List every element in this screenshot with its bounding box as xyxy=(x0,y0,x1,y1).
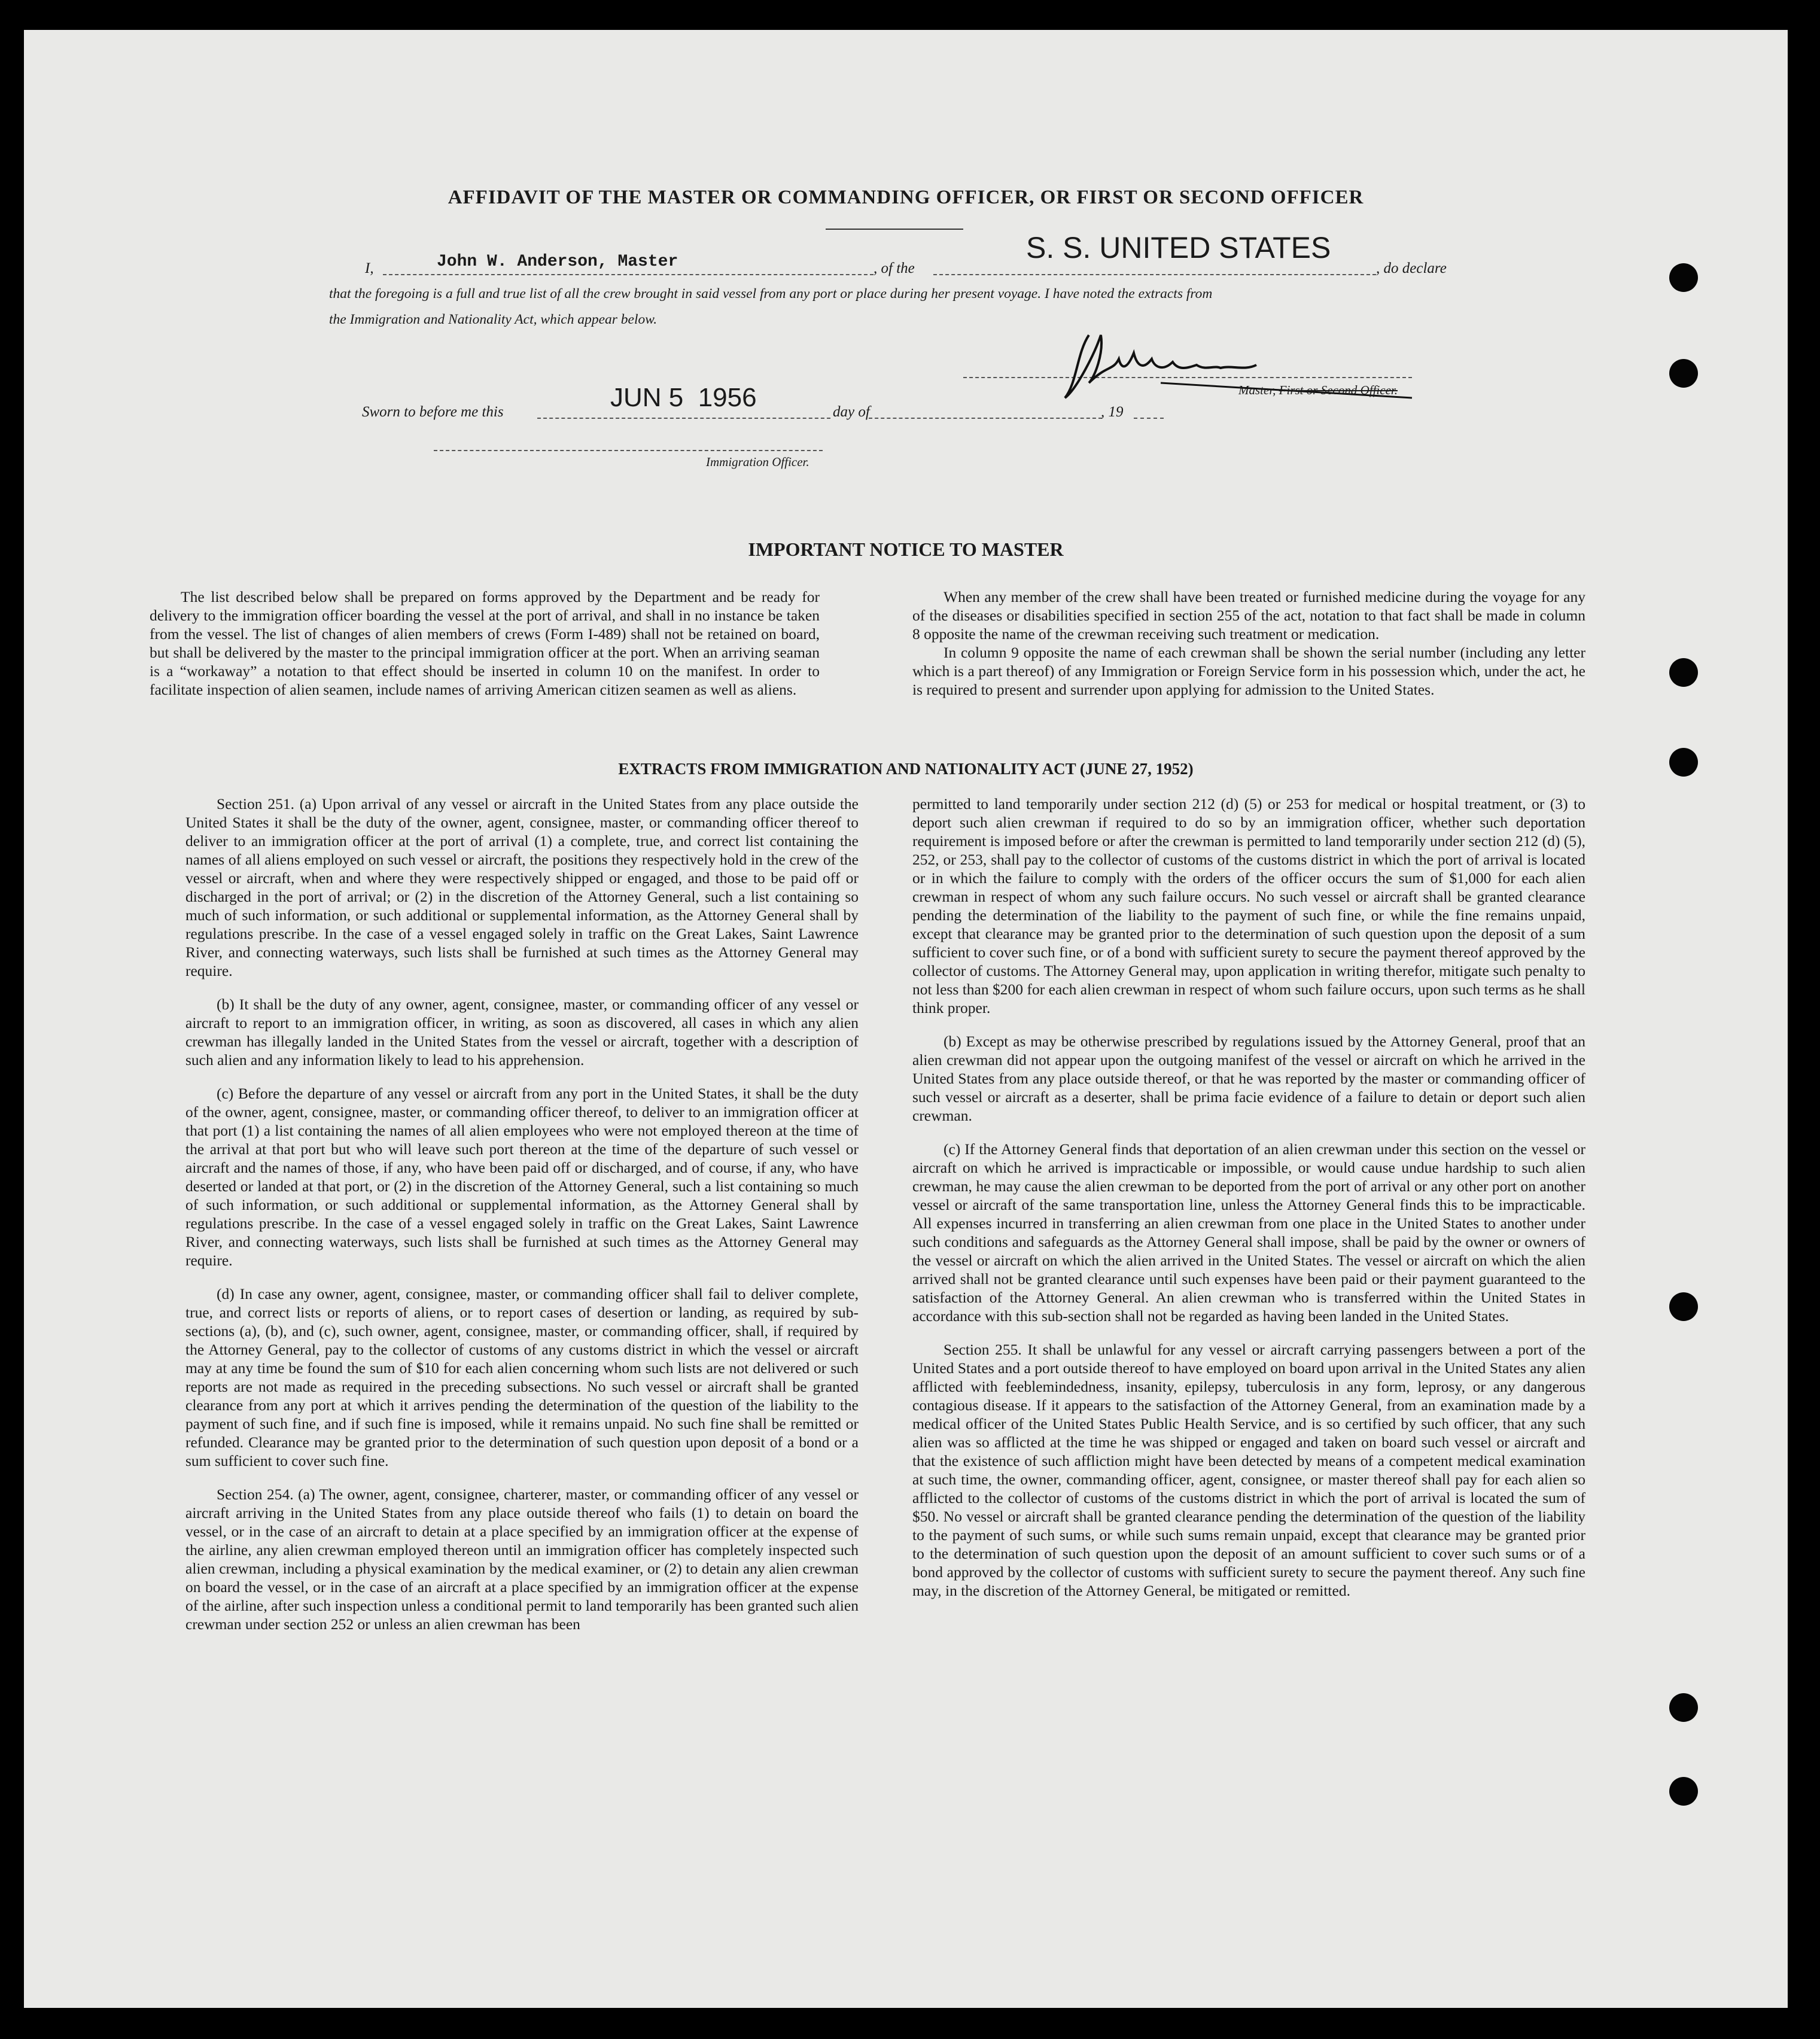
document-page xyxy=(24,30,1788,2008)
binder-hole xyxy=(1669,359,1698,388)
i-label: I, xyxy=(365,260,374,276)
title-rule xyxy=(826,229,963,230)
year-line xyxy=(1134,418,1164,419)
binder-hole xyxy=(1669,1693,1698,1722)
section-254-c: (c) If the Attorney General finds that deportation of an alien crewman under this section on the vessel or aircraft on which he arrived is impracticable or impossible, or would cause undue hardship to such alien crewman, he may cause the alien crewman to be deported from the port of arrival or any other port on another vessel or aircraft of the same transportation line, unless the Attorney General finds this to be impracticable. All expenses incurred in transferring an alien crewman from one place in the United States to another under such conditions and safeguards as the Attorney General shall impose, shall be paid by the owner or owners of the vessel or aircraft on which the alien arrived in the United States. The vessel or aircraft on which the alien arrived shall not be granted clearance until such expenses have been paid or their payment guaranteed to the satisfaction of the Attorney General. An alien crewman who is transferred within the United States in accordance with this sub-section shall not be regarded as having been landed in the United States. xyxy=(912,1140,1585,1325)
section-251-a: Section 251. (a) Upon arrival of any vessel or aircraft in the United States from any place outside the United States it shall be the duty of the owner, agent, consignee, master, or commanding officer thereof to deliver to an immigration officer at the port of arrival (1) a complete, true, and correct list containing the names of all aliens employed on such vessel or aircraft, the positions they respectively hold in the crew of the vessel or aircraft, when and where they were respectively shipped or engaged, and those to be paid off or discharged in the port of arrival; or (2) in the discretion of the Attorney General, such a list containing so much of such information, or such additional or supplemental information, as the Attorney General shall by regulations prescribe. In the case of a vessel engaged solely in traffic on the Great Lakes, Saint Lawrence River, and connecting waterways, such lists shall be furnished at such times as the Attorney General may require. xyxy=(185,795,859,979)
caption-master: Master, xyxy=(1238,383,1276,397)
sworn-label: Sworn to before me this xyxy=(362,404,504,420)
signature-caption xyxy=(1238,383,1398,398)
binder-hole xyxy=(1669,1292,1698,1321)
vessel-line xyxy=(933,274,1376,275)
notice-left-column xyxy=(150,588,820,714)
section-251-c: (c) Before the departure of any vessel or aircraft from any port in the United States, it shall be the duty of the owner, agent, consignee, master, or commanding officer thereof, to deliver to an immigration officer at that port (1) a list containing the names of all alien employees who were not employed thereon at the time of the arrival at that port but who will leave such port thereon at the time of the departure of such vessel or aircraft and the names of those, if any, who have been paid off or discharged, and of course, if any, who have deserted or landed at that port, or (2) in the discretion of the Attorney General, such a list containing so much of such information, or such additional or supplemental information, as the Attorney General shall by regulations prescribe. In the case of a vessel engaged solely in traffic on the Great Lakes, Saint Lawrence River, and connecting waterways, such lists shall be furnished at such times as the Attorney General may require. xyxy=(185,1085,859,1269)
name-line xyxy=(383,274,874,275)
year-label: , 19 xyxy=(1101,404,1124,420)
month-line xyxy=(869,418,1102,419)
binder-hole xyxy=(1669,658,1698,687)
affidavit-body-line1: that the foregoing is a full and true list of all the crew brought in said vessel from any port or place during her present voyage. I have noted the extracts from xyxy=(329,286,1213,302)
officer-line xyxy=(434,450,823,451)
section-254-a: Section 254. (a) The owner, agent, consignee, charterer, master, or commanding officer of any vessel or aircraft arriving in the United States from any place outside thereof who fails (1) to detain on board the vessel, or in the case of an aircraft to detain at a place specified by an immigration officer at the expense of the airline, any alien crewman employed thereon until an immigration officer has completely inspected such alien crewman, including a physical examination by the medical examiner, or (2) to detain any alien crewman on board the vessel, or in the case of an aircraft at a place specified by an immigration officer at the expense of the airline, after such inspection unless a conditional permit to land temporarily has been granted such alien crewman under section 252 or unless an alien crewman has been xyxy=(185,1486,859,1633)
declare-label: , do declare xyxy=(1376,260,1447,276)
master-name: John W. Anderson, Master xyxy=(437,252,678,271)
stamp-date: JUN 5 1956 xyxy=(610,383,757,412)
affidavit-title: AFFIDAVIT OF THE MASTER OR COMMANDING OFFICER, OR FIRST OR SECOND OFFICER xyxy=(448,187,1364,208)
section-254-b: (b) Except as may be otherwise prescribed by regulations issued by the Attorney General, proof that an alien crewman did not appear upon the outgoing manifest of the vessel or aircraft on which he arrived in the United States from any place outside thereof, or that he was reported by the master or commanding officer of such vessel or aircraft as a deserter, shall be prima facie evidence of a failure to detain or deport such alien crewman. xyxy=(912,1033,1585,1124)
notice-title: IMPORTANT NOTICE TO MASTER xyxy=(748,538,1064,560)
notice-right-paragraph-2: In column 9 opposite the name of each crewman shall be shown the serial number (including any letter which is a part thereof) of any Immigration or Foreign Service form in his possession which, under the act, he is required to present and surrender upon applying for admission to the United States. xyxy=(912,644,1585,698)
vessel-name: S. S. UNITED STATES xyxy=(1026,231,1331,264)
binder-hole xyxy=(1669,1777,1698,1806)
extracts-right-column xyxy=(912,795,1585,1615)
sworn-date-line xyxy=(537,418,830,419)
notice-right-paragraph-1: When any member of the crew shall have been treated or furnished medicine during the voyage for any of the diseases or disabilities specified in section 255 of the act, notation to that fact shall be made in column 8 opposite the name of the crewman receiving such treatment or medication. xyxy=(912,588,1585,643)
notice-right-column xyxy=(912,588,1585,714)
section-254-a-continued: permitted to land temporarily under section 212 (d) (5) or 253 for medical or hospital treatment, or (3) to deport such alien crewman if required to do so by an immigration officer, whether such deportation requirement is imposed before or after the crewman is permitted to land temporarily under section 212 (d) (5), 252, or 253, shall pay to the collector of customs of the customs district in which the port of arrival is located or in which the failure to comply with the orders of the officer occurs the sum of $1,000 for each alien crewman in respect of whom any such failure occurs. No such vessel or aircraft shall be granted clearance pending the determination of the liability to the payment of such fine, or while the fine remains unpaid, except that clearance may be granted prior to the determination of such question upon the deposit of a sum sufficient to cover such fine, or of a bond with sufficient surety to secure the payment thereof approved by the collector of customs. The Attorney General may, upon application in writing therefor, mitigate such penalty to not less than $200 for each alien crewman in respect of whom such failure occurs, upon such terms as he shall think proper. xyxy=(912,795,1585,1017)
extracts-left-column xyxy=(185,795,859,1648)
notice-left-paragraph: The list described below shall be prepared on forms approved by the Department and be ready for delivery to the immigration officer boarding the vessel at the port of arrival, and shall in no instance be taken from the vessel. The list of changes of alien members of crews (Form I-489) shall not be retained on board, but shall be delivered by the master to the principal immigration officer at the port. When an arriving seaman is a “workaway” a notation to that effect should be inserted in column 10 on the manifest. In order to facilitate inspection of alien seamen, include names of arriving American citizen seamen as well as aliens. xyxy=(150,588,820,698)
of-the-label: , of the xyxy=(874,260,915,276)
extracts-title: EXTRACTS FROM IMMIGRATION AND NATIONALITY ACT (JUNE 27, 1952) xyxy=(618,760,1194,778)
section-255: Section 255. It shall be unlawful for any vessel or aircraft carrying passengers between a port of the United States and a port outside thereof to have employed on board upon arrival in the United States any alien afflicted with feeblemindedness, insanity, epilepsy, tuberculosis in any form, leprosy, or any dangerous contagious disease. If it appears to the satisfaction of the Attorney General, from an examination made by a medical officer of the United States Public Health Service, and is so certified by such officer, that any such alien was so afflicted at the time he was shipped or engaged and taken on board such vessel or aircraft and that the existence of such affliction might have been detected by means of a competent medical examination at such time, the owner, commanding officer, agent, consignee, or master thereof shall pay for each alien so afflicted to the collector of customs of the customs district in which the port of arrival is located the sum of $50. No vessel or aircraft shall be granted clearance pending the determination of the question of the liability to the payment of such sums, or while such sums remain unpaid, except that clearance may be granted prior to the determination of such question upon the deposit of an amount sufficient to cover such sums or of a bond approved by the collector of customs with sufficient surety to secure the payment thereof. Any such fine may, in the discretion of the Attorney General, be mitigated or remitted. xyxy=(912,1341,1585,1599)
affidavit-body-line2: the Immigration and Nationality Act, which appear below. xyxy=(329,312,658,327)
caption-struck-officer: First or Second Officer. xyxy=(1279,383,1398,397)
section-251-d: (d) In case any owner, agent, consignee, master, or commanding officer shall fail to deliver complete, true, and correct lists or reports of aliens, or to report cases of desertion or landing, as required by sub-sections (a), (b), and (c), such owner, agent, consignee, master, or commanding officer, shall, if required by the Attorney General, pay to the collector of customs of any customs district in which the vessel or aircraft may at any time be found the sum of $10 for each alien concerning whom such lists are not delivered or such reports are not made as required in the preceding subsections. No such vessel or aircraft shall be granted clearance from any port at which it arrives pending the determination of the question of the liability to the payment of such fine, and if such fine is imposed, while it remains unpaid. No such fine shall be remitted or refunded. Clearance may be granted prior to the determination of such question upon deposit of a bond or a sum sufficient to cover such fine. xyxy=(185,1285,859,1469)
day-of-label: day of xyxy=(833,404,870,420)
binder-hole xyxy=(1669,263,1698,292)
officer-label: Immigration Officer. xyxy=(706,455,809,469)
section-251-b: (b) It shall be the duty of any owner, agent, consignee, master, or commanding officer of any vessel or aircraft to report to an immigration officer, in writing, as soon as discovered, all cases in which any alien crewman has illegally landed in the United States from the vessel or aircraft, together with a description of such alien and any information likely to lead to his apprehension. xyxy=(185,996,859,1069)
